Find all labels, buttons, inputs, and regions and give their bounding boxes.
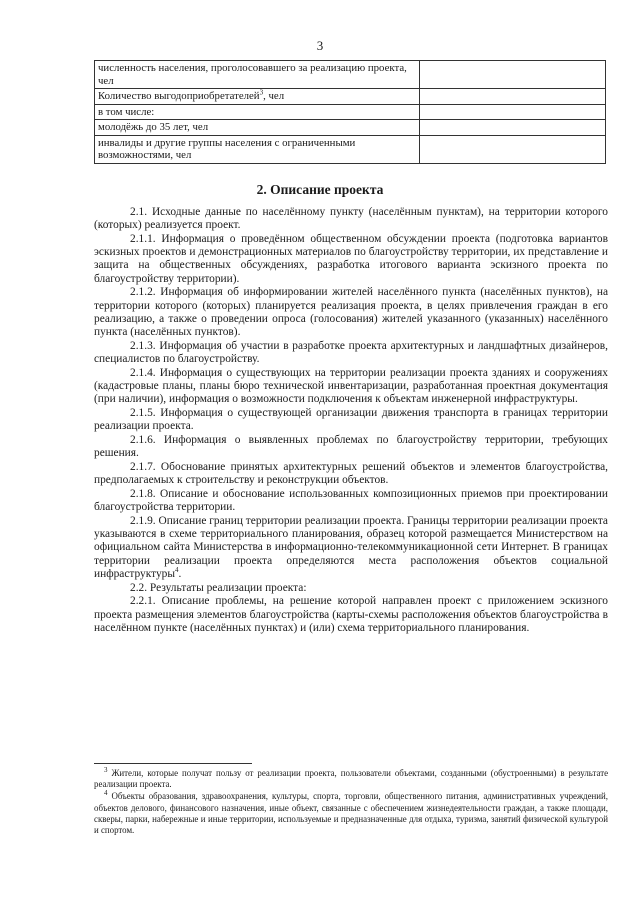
- table-row: [95, 120, 606, 136]
- table-cell-label: инвалиды и другие группы населения с ограниченными возможностями, чел: [95, 135, 420, 163]
- table-row: [95, 61, 606, 89]
- footnote: [94, 768, 608, 790]
- table-cell-value[interactable]: [420, 61, 606, 89]
- paragraph: 2.1.7. Обоснование принятых архитектурных решений объектов и элементов благоустройства, предполагаемых к строительству и реконструкции объектов.: [94, 461, 608, 487]
- footnote-text: Жители, которые получат пользу от реализации проекта, пользователи объектами, созданными (обустроенными) в результате реализации проекта.: [94, 768, 609, 790]
- paragraph: 2.1.6. Информация о выявленных проблемах по благоустройству территории, требующих решения.: [94, 434, 608, 460]
- table-cell-value[interactable]: [420, 89, 606, 105]
- table-row: [95, 135, 606, 163]
- footnote-mark: 3: [104, 766, 108, 775]
- table-row: [95, 89, 606, 105]
- paragraph: 2.2.1. Описание проблемы, на решение которой направлен проект с приложением эскизного проекта размещения элементов благоустройства (карты-схемы расположения объектов благоустройства в населённом пункте (населённых пунктах) и (или) схема территориального планирования.: [94, 595, 608, 634]
- footnote-ref: 4: [175, 566, 179, 575]
- paragraph: 2.2. Результаты реализации проекта:: [130, 581, 307, 594]
- paragraph: 2.1.8. Описание и обоснование использованных композиционных приемов при проектировании благоустройства территории.: [94, 488, 608, 514]
- table-cell-label: численность населения, проголосовавшего за реализацию проекта, чел: [95, 61, 420, 89]
- table-cell-value[interactable]: [420, 120, 606, 136]
- footnote: [94, 791, 608, 836]
- footnote-mark: 4: [104, 789, 108, 798]
- footnotes: [94, 768, 608, 837]
- table-cell-label-suffix: , чел: [263, 90, 285, 102]
- paragraph-text: 2.1.9. Описание границ территории реализации проекта. Границы территории реализации проекта указываются в схеме территориального планирования, образец которой размещается Министерством на официальном сайта Министерства в информационно-телекоммуникационной сети Интернет. В границах территории реализации проекта определяются места расположения объектов социальной инфраструктуры: [94, 515, 608, 580]
- table-cell-label: молодёжь до 35 лет, чел: [95, 120, 420, 136]
- paragraph-suffix: .: [178, 567, 182, 580]
- table-cell-label-text: Количество выгодоприобретателей: [98, 90, 260, 102]
- paragraph: 2.1. Исходные данные по населённому пункту (населённым пунктам), на территории которого (которых) реализуется проект.: [94, 206, 608, 232]
- paragraph: 2.1.1. Информация о проведённом общественном обсуждении проекта (подготовка вариантов эскизных проектов и демонстрационных материалов по благоустройству территории, их представление и защита на общественных обсуждениях, разработка итогового варианта эскизного проекта по благоустройству территории).: [94, 233, 608, 285]
- paragraph: 2.1.5. Информация о существующей организации движения транспорта в границах территории реализации проекта.: [94, 407, 608, 433]
- table-cell-label: [95, 89, 420, 105]
- footnote-divider: [94, 763, 252, 764]
- table-cell-label: в том числе:: [95, 104, 420, 120]
- paragraph: 2.1.4. Информация о существующих на территории реализации проекта зданиях и сооружениях (кадастровые планы, планы бюро технической инвентаризации, разработанная проектная документация (при наличии), информация о возможности подключения к объектам инженерной инфраструктуры.: [94, 366, 608, 406]
- paragraph: 2.1.3. Информация об участии в разработке проекта архитектурных и ландшафтных дизайнеров, специалистов по благоустройству.: [94, 339, 608, 366]
- paragraph: 2.1.2. Информация об информировании жителей населённого пункта (населённых пунктов), на территории которого (которых) планируется реализация проекта, в целях привлечения граждан в его реализацию, а также о проведении опроса (голосования) жителей указанного (указанных) населённого пункта (населённых пунктов).: [94, 286, 608, 339]
- table-row: [95, 104, 606, 120]
- beneficiaries-table: [94, 60, 606, 164]
- page-number: 3: [316, 38, 324, 53]
- table-cell-value[interactable]: [420, 135, 606, 163]
- section-body: [94, 206, 608, 636]
- table-cell-value[interactable]: [420, 104, 606, 120]
- footnote-text: Объекты образования, здравоохранения, культуры, спорта, торговли, общественного питания, административных учреждений, объектов делового, финансового назначения, иные объект, связанные с обеспечением жизнедеятельности граждан, а также площади, скверы, парки, набережные и иные территории, используемые и предназначенные для отдыха, туризма, занятий физической культурой и спортом.: [94, 791, 609, 836]
- footnote-ref: 3: [259, 88, 264, 97]
- section-title: 2. Описание проекта: [256, 182, 384, 197]
- paragraph: [94, 515, 608, 581]
